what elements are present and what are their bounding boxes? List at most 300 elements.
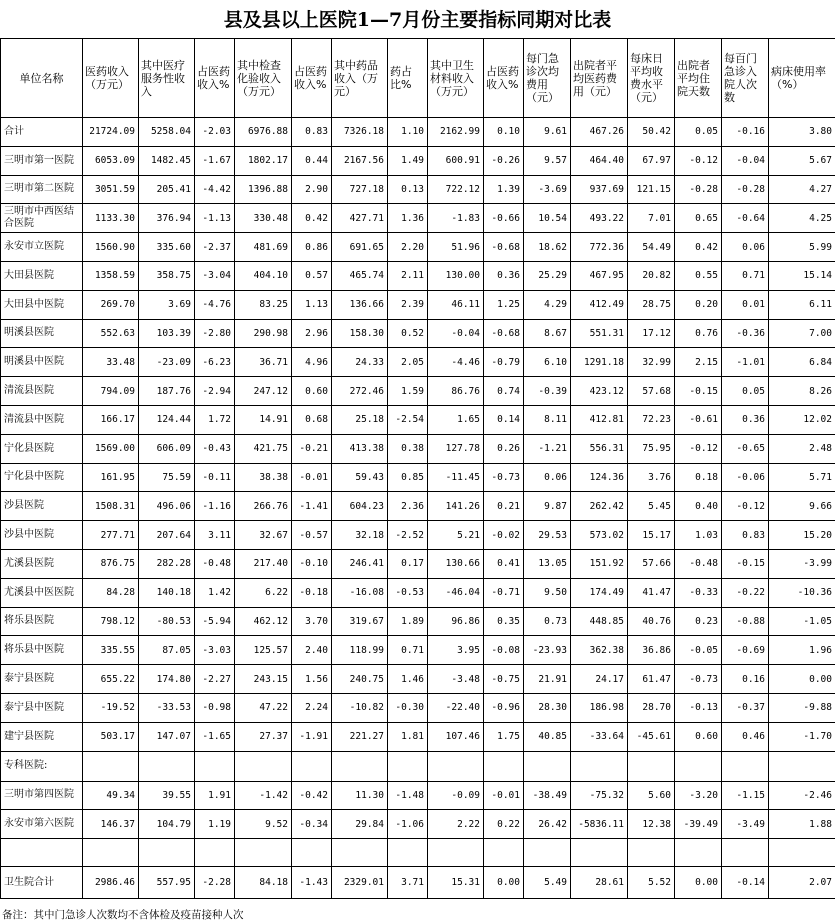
row-label: 宁化县医院 xyxy=(1,434,83,463)
table-cell: 4.25 xyxy=(769,204,835,233)
table-cell: 15.14 xyxy=(769,261,835,290)
column-header: 每百门急诊入院人次数 xyxy=(722,39,769,118)
column-header: 单位名称 xyxy=(1,39,83,118)
table-cell: 15.17 xyxy=(628,521,675,550)
table-row xyxy=(1,867,835,899)
table-cell: -0.34 xyxy=(292,810,332,839)
table-row xyxy=(1,810,835,839)
table-cell xyxy=(292,751,332,781)
row-label: 三明市中西医结合医院 xyxy=(1,204,83,233)
table-row xyxy=(1,549,835,578)
column-header: 出院者平均医药费用（元） xyxy=(571,39,628,118)
table-cell: -2.03 xyxy=(195,118,235,147)
table-cell: -45.61 xyxy=(628,722,675,751)
table-cell: 21724.09 xyxy=(83,118,139,147)
table-cell: 0.42 xyxy=(675,233,722,262)
table-cell: 0.60 xyxy=(292,377,332,406)
table-cell: 4.27 xyxy=(769,175,835,204)
table-cell: 2986.46 xyxy=(83,867,139,899)
table-cell: 28.30 xyxy=(524,693,571,722)
table-cell: 141.26 xyxy=(428,492,484,521)
table-cell: -3.20 xyxy=(675,781,722,810)
table-cell: 15.20 xyxy=(769,521,835,550)
table-cell: -38.49 xyxy=(524,781,571,810)
table-cell: -1.65 xyxy=(195,722,235,751)
table-cell: 1.75 xyxy=(484,722,524,751)
row-label: 卫生院合计 xyxy=(1,867,83,899)
table-cell: -6.23 xyxy=(195,348,235,377)
table-cell: 794.09 xyxy=(83,377,139,406)
table-cell: -3.04 xyxy=(195,261,235,290)
table-cell: 8.67 xyxy=(524,319,571,348)
table-cell xyxy=(428,839,484,867)
table-cell: 186.98 xyxy=(571,693,628,722)
table-cell: -0.57 xyxy=(292,521,332,550)
column-header: 占医药收入% xyxy=(195,39,235,118)
table-cell: 87.05 xyxy=(139,636,195,665)
table-cell: 3051.59 xyxy=(83,175,139,204)
table-cell: 2329.01 xyxy=(332,867,388,899)
table-cell: 5258.04 xyxy=(139,118,195,147)
table-cell: -2.46 xyxy=(769,781,835,810)
table-cell: 86.76 xyxy=(428,377,484,406)
table-cell: -0.10 xyxy=(292,549,332,578)
table-cell: 0.36 xyxy=(484,261,524,290)
table-row xyxy=(1,290,835,319)
table-cell: 9.61 xyxy=(524,118,571,147)
table-cell: 2.22 xyxy=(428,810,484,839)
table-cell: 161.95 xyxy=(83,463,139,492)
table-cell: 0.01 xyxy=(722,290,769,319)
table-cell: -0.12 xyxy=(675,146,722,175)
table-cell: 217.40 xyxy=(235,549,292,578)
table-cell: -1.21 xyxy=(524,434,571,463)
table-cell: 722.12 xyxy=(428,175,484,204)
table-cell: 1.42 xyxy=(195,578,235,607)
table-cell: 10.54 xyxy=(524,204,571,233)
table-cell: -1.42 xyxy=(235,781,292,810)
table-cell: -39.49 xyxy=(675,810,722,839)
page-title: 县及县以上医院1—7月份主要指标同期对比表 xyxy=(223,9,612,31)
table-cell: 2.11 xyxy=(388,261,428,290)
table-cell: -80.53 xyxy=(139,607,195,636)
table-cell: 2.07 xyxy=(769,867,835,899)
table-row xyxy=(1,175,835,204)
column-header: 每床日平均收费水平（元） xyxy=(628,39,675,118)
table-cell: 28.75 xyxy=(628,290,675,319)
table-cell: 0.05 xyxy=(675,118,722,147)
table-row xyxy=(1,521,835,550)
table-cell: 25.29 xyxy=(524,261,571,290)
table-cell: -2.94 xyxy=(195,377,235,406)
row-label: 永安市第六医院 xyxy=(1,810,83,839)
table-cell: 5.71 xyxy=(769,463,835,492)
table-cell: 246.41 xyxy=(332,549,388,578)
table-cell: 1.91 xyxy=(195,781,235,810)
table-cell: 0.16 xyxy=(722,665,769,694)
table-cell: 0.68 xyxy=(292,405,332,434)
row-label: 泰宁县中医院 xyxy=(1,693,83,722)
table-cell: -0.01 xyxy=(292,463,332,492)
table-cell: 503.17 xyxy=(83,722,139,751)
table-cell: 1.03 xyxy=(675,521,722,550)
table-cell xyxy=(484,751,524,781)
table-cell: 41.47 xyxy=(628,578,675,607)
table-cell: 140.18 xyxy=(139,578,195,607)
column-header: 其中检查化验收入（万元） xyxy=(235,39,292,118)
table-cell: 3.70 xyxy=(292,607,332,636)
table-cell: -0.13 xyxy=(675,693,722,722)
table-cell: 0.00 xyxy=(484,867,524,899)
table-cell: 0.65 xyxy=(675,204,722,233)
table-cell xyxy=(195,751,235,781)
table-cell: -3.49 xyxy=(722,810,769,839)
table-cell: 3.11 xyxy=(195,521,235,550)
table-cell: 118.99 xyxy=(332,636,388,665)
table-cell: 2167.56 xyxy=(332,146,388,175)
table-cell: 1.88 xyxy=(769,810,835,839)
table-cell: -33.53 xyxy=(139,693,195,722)
table-cell xyxy=(524,751,571,781)
table-cell: -0.42 xyxy=(292,781,332,810)
table-cell: 40.85 xyxy=(524,722,571,751)
table-cell: -0.64 xyxy=(722,204,769,233)
table-cell: 1.56 xyxy=(292,665,332,694)
table-cell: -0.15 xyxy=(722,549,769,578)
table-cell: 556.31 xyxy=(571,434,628,463)
table-cell: 18.62 xyxy=(524,233,571,262)
column-header: 占医药收入% xyxy=(292,39,332,118)
table-cell: 1.81 xyxy=(388,722,428,751)
table-cell xyxy=(769,839,835,867)
table-cell: 7326.18 xyxy=(332,118,388,147)
table-cell: 5.99 xyxy=(769,233,835,262)
table-cell xyxy=(139,751,195,781)
table-cell: 0.26 xyxy=(484,434,524,463)
table-cell: 1.49 xyxy=(388,146,428,175)
table-cell: -1.06 xyxy=(388,810,428,839)
table-cell: -5.94 xyxy=(195,607,235,636)
table-cell: -0.66 xyxy=(484,204,524,233)
table-cell: -3.99 xyxy=(769,549,835,578)
table-cell: -19.52 xyxy=(83,693,139,722)
table-cell: 1.13 xyxy=(292,290,332,319)
table-cell: 3.76 xyxy=(628,463,675,492)
table-cell: 0.00 xyxy=(769,665,835,694)
table-cell: -2.52 xyxy=(388,521,428,550)
table-cell xyxy=(484,839,524,867)
table-cell: 412.49 xyxy=(571,290,628,319)
table-cell: 0.74 xyxy=(484,377,524,406)
row-label: 尤溪县中医医院 xyxy=(1,578,83,607)
table-cell: 103.39 xyxy=(139,319,195,348)
table-cell: 5.21 xyxy=(428,521,484,550)
table-cell: 25.18 xyxy=(332,405,388,434)
table-cell: -1.41 xyxy=(292,492,332,521)
table-cell: -0.48 xyxy=(195,549,235,578)
table-cell: -0.98 xyxy=(195,693,235,722)
table-row xyxy=(1,693,835,722)
table-cell: 1.36 xyxy=(388,204,428,233)
table-cell: 21.91 xyxy=(524,665,571,694)
table-cell: 1.10 xyxy=(388,118,428,147)
table-cell: 36.86 xyxy=(628,636,675,665)
table-cell: -0.14 xyxy=(722,867,769,899)
table-cell: -2.54 xyxy=(388,405,428,434)
table-cell: -0.75 xyxy=(484,665,524,694)
table-cell: -0.11 xyxy=(195,463,235,492)
table-cell: 221.27 xyxy=(332,722,388,751)
row-label: 将乐县中医院 xyxy=(1,636,83,665)
table-cell: 13.05 xyxy=(524,549,571,578)
table-cell xyxy=(571,839,628,867)
table-cell: 282.28 xyxy=(139,549,195,578)
table-cell: 1358.59 xyxy=(83,261,139,290)
column-header: 其中药品收入（万元） xyxy=(332,39,388,118)
table-cell xyxy=(1,839,83,867)
table-cell: 277.71 xyxy=(83,521,139,550)
table-cell xyxy=(83,751,139,781)
table-cell: 0.06 xyxy=(524,463,571,492)
table-cell xyxy=(628,751,675,781)
table-cell: 0.71 xyxy=(388,636,428,665)
table-cell: -0.43 xyxy=(195,434,235,463)
table-cell: 0.41 xyxy=(484,549,524,578)
table-cell: 493.22 xyxy=(571,204,628,233)
table-cell: 4.96 xyxy=(292,348,332,377)
table-cell: 72.23 xyxy=(628,405,675,434)
table-cell: -0.26 xyxy=(484,146,524,175)
table-cell: 423.12 xyxy=(571,377,628,406)
table-cell xyxy=(675,839,722,867)
table-cell: 0.18 xyxy=(675,463,722,492)
table-cell: 0.73 xyxy=(524,607,571,636)
table-cell: 0.00 xyxy=(675,867,722,899)
table-cell: 937.69 xyxy=(571,175,628,204)
table-cell: 0.44 xyxy=(292,146,332,175)
table-cell: 0.21 xyxy=(484,492,524,521)
table-cell: 84.28 xyxy=(83,578,139,607)
table-cell: 1508.31 xyxy=(83,492,139,521)
table-cell: 5.52 xyxy=(628,867,675,899)
row-label: 永安市立医院 xyxy=(1,233,83,262)
table-cell: 47.22 xyxy=(235,693,292,722)
table-cell: 448.85 xyxy=(571,607,628,636)
row-label: 明溪县中医院 xyxy=(1,348,83,377)
table-row xyxy=(1,607,835,636)
row-label: 泰宁县医院 xyxy=(1,665,83,694)
table-row xyxy=(1,722,835,751)
table-cell: -0.36 xyxy=(722,319,769,348)
table-cell: 75.59 xyxy=(139,463,195,492)
table-cell: 0.36 xyxy=(722,405,769,434)
row-label: 清流县医院 xyxy=(1,377,83,406)
table-cell: -4.42 xyxy=(195,175,235,204)
table-cell xyxy=(388,751,428,781)
table-cell: 0.83 xyxy=(722,521,769,550)
table-cell: 9.66 xyxy=(769,492,835,521)
table-cell: 552.63 xyxy=(83,319,139,348)
table-cell: 40.76 xyxy=(628,607,675,636)
row-label: 三明市第二医院 xyxy=(1,175,83,204)
table-header xyxy=(1,39,835,118)
table-cell: 24.33 xyxy=(332,348,388,377)
table-cell: -23.09 xyxy=(139,348,195,377)
table-cell: -1.43 xyxy=(292,867,332,899)
row-label: 沙县医院 xyxy=(1,492,83,521)
table-cell: 240.75 xyxy=(332,665,388,694)
table-cell: -1.91 xyxy=(292,722,332,751)
table-cell: 146.37 xyxy=(83,810,139,839)
table-cell: -2.80 xyxy=(195,319,235,348)
comparison-table xyxy=(0,38,835,899)
table-cell: 12.02 xyxy=(769,405,835,434)
table-cell: -0.39 xyxy=(524,377,571,406)
table-cell: 2.90 xyxy=(292,175,332,204)
table-cell: 1.59 xyxy=(388,377,428,406)
table-cell xyxy=(722,751,769,781)
table-cell: 0.71 xyxy=(722,261,769,290)
table-cell xyxy=(83,839,139,867)
table-cell: 2.36 xyxy=(388,492,428,521)
row-label: 大田县医院 xyxy=(1,261,83,290)
table-cell: -0.48 xyxy=(675,549,722,578)
table-cell: 57.66 xyxy=(628,549,675,578)
table-cell: -3.48 xyxy=(428,665,484,694)
table-cell: 5.60 xyxy=(628,781,675,810)
table-cell: 130.66 xyxy=(428,549,484,578)
table-cell: -9.88 xyxy=(769,693,835,722)
table-cell: 1802.17 xyxy=(235,146,292,175)
table-row xyxy=(1,146,835,175)
table-cell: 0.57 xyxy=(292,261,332,290)
table-cell: 166.17 xyxy=(83,405,139,434)
table-cell: 49.34 xyxy=(83,781,139,810)
table-cell: -0.88 xyxy=(722,607,769,636)
table-cell: 151.92 xyxy=(571,549,628,578)
table-cell: 0.14 xyxy=(484,405,524,434)
table-cell: 136.66 xyxy=(332,290,388,319)
table-cell: 496.06 xyxy=(139,492,195,521)
table-cell: -0.28 xyxy=(675,175,722,204)
table-row xyxy=(1,781,835,810)
table-cell: -1.67 xyxy=(195,146,235,175)
table-cell: 174.80 xyxy=(139,665,195,694)
table-cell: 467.95 xyxy=(571,261,628,290)
table-cell: 1291.18 xyxy=(571,348,628,377)
table-cell: 462.12 xyxy=(235,607,292,636)
table-cell: 0.06 xyxy=(722,233,769,262)
row-label: 沙县中医院 xyxy=(1,521,83,550)
table-cell: 573.02 xyxy=(571,521,628,550)
table-cell: 124.44 xyxy=(139,405,195,434)
table-cell: 464.40 xyxy=(571,146,628,175)
table-row xyxy=(1,348,835,377)
header-row xyxy=(1,39,835,118)
table-cell: -0.37 xyxy=(722,693,769,722)
table-cell: 124.36 xyxy=(571,463,628,492)
table-cell: 0.05 xyxy=(722,377,769,406)
row-label: 将乐县医院 xyxy=(1,607,83,636)
table-cell: -0.08 xyxy=(484,636,524,665)
table-cell: 4.29 xyxy=(524,290,571,319)
table-cell: 147.07 xyxy=(139,722,195,751)
table-cell: 551.31 xyxy=(571,319,628,348)
table-cell: -2.37 xyxy=(195,233,235,262)
table-row xyxy=(1,261,835,290)
table-cell: -2.27 xyxy=(195,665,235,694)
table-cell: -0.06 xyxy=(722,463,769,492)
table-cell: 28.70 xyxy=(628,693,675,722)
table-row xyxy=(1,492,835,521)
table-cell: -0.12 xyxy=(675,434,722,463)
table-cell: 8.11 xyxy=(524,405,571,434)
table-cell: 33.48 xyxy=(83,348,139,377)
table-cell: 67.97 xyxy=(628,146,675,175)
table-cell xyxy=(769,751,835,781)
table-cell: 691.65 xyxy=(332,233,388,262)
table-cell: -3.69 xyxy=(524,175,571,204)
table-cell: 358.75 xyxy=(139,261,195,290)
table-cell: 412.81 xyxy=(571,405,628,434)
table-cell: -33.64 xyxy=(571,722,628,751)
table-cell: -0.01 xyxy=(484,781,524,810)
row-label: 建宁县医院 xyxy=(1,722,83,751)
table-cell: 0.85 xyxy=(388,463,428,492)
table-cell: 0.86 xyxy=(292,233,332,262)
row-label: 大田县中医院 xyxy=(1,290,83,319)
table-cell: 243.15 xyxy=(235,665,292,694)
table-cell: -75.32 xyxy=(571,781,628,810)
table-cell: 319.67 xyxy=(332,607,388,636)
table-cell: 604.23 xyxy=(332,492,388,521)
table-cell: 61.47 xyxy=(628,665,675,694)
table-cell: 32.18 xyxy=(332,521,388,550)
table-row xyxy=(1,463,835,492)
table-cell: -0.18 xyxy=(292,578,332,607)
table-cell: 29.53 xyxy=(524,521,571,550)
table-cell: 1.96 xyxy=(769,636,835,665)
table-cell: 600.91 xyxy=(428,146,484,175)
table-cell: 335.55 xyxy=(83,636,139,665)
table-cell: 127.78 xyxy=(428,434,484,463)
table-cell: -0.71 xyxy=(484,578,524,607)
table-body xyxy=(1,118,835,899)
table-cell: -0.16 xyxy=(722,118,769,147)
table-cell: 187.76 xyxy=(139,377,195,406)
table-cell: 557.95 xyxy=(139,867,195,899)
table-cell: -0.68 xyxy=(484,233,524,262)
table-cell: 2.24 xyxy=(292,693,332,722)
table-row xyxy=(1,405,835,434)
table-cell: 0.40 xyxy=(675,492,722,521)
table-cell: 1569.00 xyxy=(83,434,139,463)
table-cell: 335.60 xyxy=(139,233,195,262)
table-cell: 104.79 xyxy=(139,810,195,839)
table-cell: -10.82 xyxy=(332,693,388,722)
table-cell xyxy=(388,839,428,867)
table-cell: -0.79 xyxy=(484,348,524,377)
table-cell: -1.05 xyxy=(769,607,835,636)
table-row xyxy=(1,636,835,665)
column-header: 出院者平均住院天数 xyxy=(675,39,722,118)
table-cell: 2.96 xyxy=(292,319,332,348)
table-cell: -0.05 xyxy=(675,636,722,665)
table-cell: 57.68 xyxy=(628,377,675,406)
table-cell: 38.38 xyxy=(235,463,292,492)
column-header: 占医药收入% xyxy=(484,39,524,118)
table-cell: 2.48 xyxy=(769,434,835,463)
